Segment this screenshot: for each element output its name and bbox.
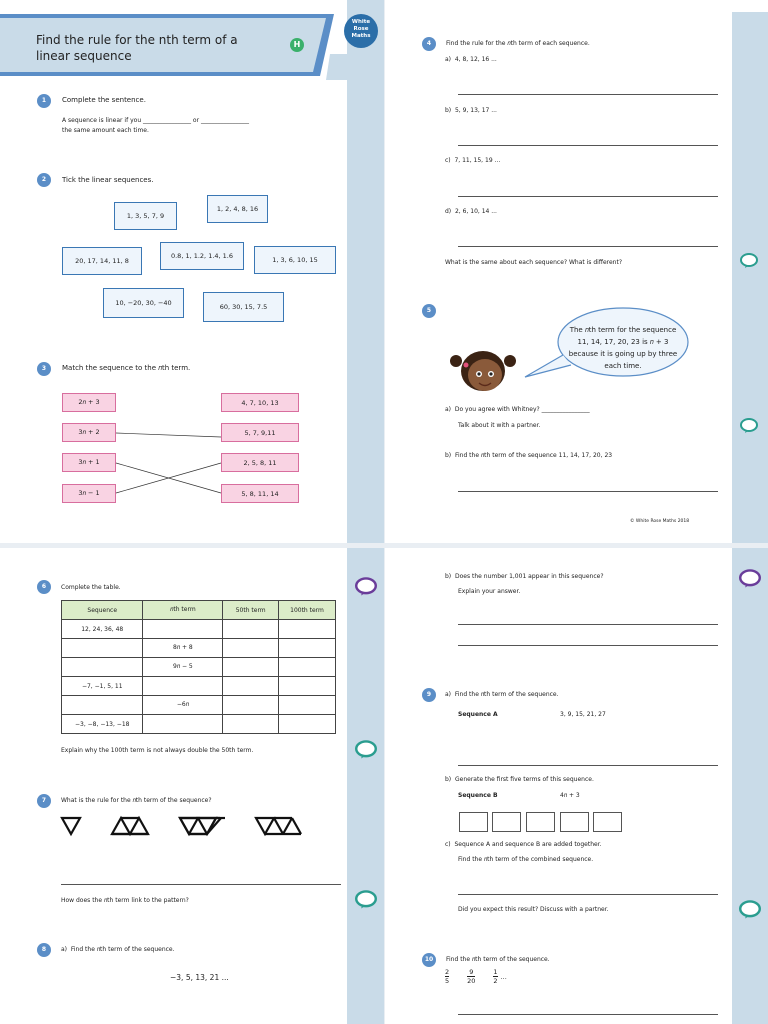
q4-part-b: b) 5, 9, 13, 17 ... [445, 107, 497, 114]
q4-part-c: c) 7, 11, 15, 19 ... [445, 157, 501, 164]
table-row: −7, −1, 5, 11 [62, 677, 336, 696]
q1-prompt: Complete the sentence. [62, 96, 146, 104]
discussion-bubble-icon [355, 577, 377, 597]
side-strip [732, 12, 768, 543]
question-number-5: 5 [422, 304, 436, 318]
q4-part-d: d) 2, 6, 10, 14 ... [445, 208, 497, 215]
sequence-card[interactable]: 2, 5, 8, 11 [221, 453, 299, 472]
discussion-bubble-icon [740, 418, 758, 434]
table-row: 8𝑛 + 8 [62, 639, 336, 658]
answer-line[interactable] [458, 246, 718, 247]
sequence-box[interactable]: 10, −20, 30, −40 [103, 288, 184, 318]
q2-prompt: Tick the linear sequences. [62, 176, 154, 184]
question-number-3: 3 [37, 362, 51, 376]
q1-sentence-end: the same amount each time. [62, 127, 149, 134]
answer-line[interactable] [458, 894, 718, 895]
sequence-box[interactable]: 0.8, 1, 1.2, 1.4, 1.6 [160, 242, 244, 270]
triangle-pattern [60, 814, 320, 840]
answer-line[interactable] [458, 491, 718, 492]
worksheet-page-2 [385, 0, 768, 543]
answer-line[interactable] [458, 645, 718, 646]
table-row: −6𝑛 [62, 696, 336, 715]
page-title: Find the rule for the nth term of a linear sequence [36, 33, 238, 63]
discussion-bubble-icon [355, 740, 377, 760]
q9-follow-up: Did you expect this result? Discuss with a partner. [458, 906, 609, 913]
nth-term-card[interactable]: 3𝑛 + 2 [62, 423, 116, 442]
answer-line[interactable] [458, 624, 718, 625]
q7-prompt: What is the rule for the 𝑛th term of the sequence? [61, 797, 212, 804]
q9-part-c-sub: Find the 𝑛th term of the combined sequence. [458, 856, 594, 863]
table-row: −3, −8, −13, −18 [62, 715, 336, 734]
sequence-box[interactable]: 1, 2, 4, 8, 16 [207, 195, 268, 223]
sequence-box[interactable]: 1, 3, 5, 7, 9 [114, 202, 177, 230]
nth-term-card[interactable]: 3𝑛 + 1 [62, 453, 116, 472]
question-number-10: 10 [422, 953, 436, 967]
sequence-box[interactable]: 60, 30, 15, 7.5 [203, 292, 284, 322]
q5-part-a: a) Do you agree with Whitney? ________________ [445, 406, 590, 413]
sequence-box[interactable]: 20, 17, 14, 11, 8 [62, 247, 142, 275]
q5-part-b: b) Find the 𝑛th term of the sequence 11, 14, 17, 20, 23 [445, 452, 613, 459]
table-row: 9𝑛 − 5 [62, 658, 336, 677]
q7-follow-up: How does the 𝑛th term link to the pattern? [61, 897, 189, 904]
discussion-bubble-icon [739, 569, 761, 589]
q9-part-b: b) Generate the first five terms of this sequence. [445, 776, 594, 783]
sequence-a: 3, 9, 15, 21, 27 [560, 711, 606, 718]
worksheet-page-4 [385, 548, 768, 1024]
question-number-9: 9 [422, 688, 436, 702]
answer-line[interactable] [458, 196, 718, 197]
discussion-bubble-icon [739, 900, 761, 920]
term-box[interactable] [492, 812, 521, 832]
table-header: 𝑛th term [143, 601, 223, 620]
table-header: Sequence [62, 601, 143, 620]
sequence-b: 4𝑛 + 3 [560, 792, 580, 799]
copyright: © White Rose Maths 2018 [630, 519, 690, 524]
question-number-4: 4 [422, 37, 436, 51]
term-box[interactable] [526, 812, 555, 832]
worksheet-page-1 [0, 0, 384, 543]
sequence-table [61, 600, 336, 734]
discussion-bubble-icon [740, 253, 758, 269]
question-number-6: 6 [37, 580, 51, 594]
nth-term-card[interactable]: 3𝑛 − 1 [62, 484, 116, 503]
q3-prompt: Match the sequence to the 𝑛th term. [62, 364, 191, 372]
answer-line[interactable] [458, 765, 718, 766]
answer-line[interactable] [61, 884, 341, 885]
matching-lines [0, 0, 384, 543]
side-strip [347, 548, 384, 1024]
whitney-avatar [448, 347, 518, 395]
term-box[interactable] [593, 812, 622, 832]
table-row: 12, 24, 36, 48 [62, 620, 336, 639]
q8-part-b-sub: Explain your answer. [458, 588, 521, 595]
white-rose-logo: White Rose Maths [344, 14, 378, 48]
question-number-2: 2 [37, 173, 51, 187]
sequence-box[interactable]: 1, 3, 6, 10, 15 [254, 246, 336, 274]
answer-line[interactable] [458, 1014, 718, 1015]
q6-prompt: Complete the table. [61, 584, 121, 591]
answer-line[interactable] [458, 145, 718, 146]
worksheet-page-3 [0, 548, 384, 1024]
side-strip [732, 548, 768, 1024]
q9-part-c: c) Sequence A and sequence B are added together. [445, 841, 602, 848]
q6-follow-up: Explain why the 100th term is not always double the 50th term. [61, 747, 254, 754]
q8-part-a: a) Find the 𝑛th term of the sequence. [61, 946, 175, 953]
q9-part-a: a) Find the 𝑛th term of the sequence. [445, 691, 559, 698]
term-box[interactable] [560, 812, 589, 832]
whitney-speech: The 𝑛th term for the sequence 11, 14, 17, 20, 23 is 𝑛 + 3 because it is going up by three each time. [568, 326, 678, 370]
q1-sentence[interactable]: A sequence is linear if you ________________ or ________________ [62, 117, 249, 124]
q8-sequence: −3, 5, 13, 21 ... [170, 973, 229, 982]
q4-prompt: Find the rule for the 𝑛th term of each sequence. [446, 40, 590, 47]
q10-sequence: 2 5 9 20 1 2 ... [445, 968, 507, 985]
question-number-7: 7 [37, 794, 51, 808]
table-header: 100th term [279, 601, 336, 620]
sequence-a-label: Sequence A [458, 711, 498, 718]
sequence-card[interactable]: 5, 8, 11, 14 [221, 484, 299, 503]
discussion-bubble-icon [355, 890, 377, 910]
nth-term-card[interactable]: 2𝑛 + 3 [62, 393, 116, 412]
q4-part-a: a) 4, 8, 12, 16 ... [445, 56, 497, 63]
answer-line[interactable] [458, 94, 718, 95]
q10-prompt: Find the 𝑛th term of the sequence. [446, 956, 550, 963]
sequence-b-label: Sequence B [458, 792, 498, 799]
q4-follow-up: What is the same about each sequence? What is different? [445, 259, 623, 266]
sequence-card[interactable]: 5, 7, 9,11 [221, 423, 299, 442]
question-number-8: 8 [37, 943, 51, 957]
question-number-1: 1 [37, 94, 51, 108]
sequence-card[interactable]: 4, 7, 10, 13 [221, 393, 299, 412]
table-header: 50th term [223, 601, 279, 620]
term-box[interactable] [459, 812, 488, 832]
higher-badge: H [290, 38, 304, 52]
q5-part-a-sub: Talk about it with a partner. [458, 422, 541, 429]
q8-part-b: b) Does the number 1,001 appear in this sequence? [445, 573, 604, 580]
